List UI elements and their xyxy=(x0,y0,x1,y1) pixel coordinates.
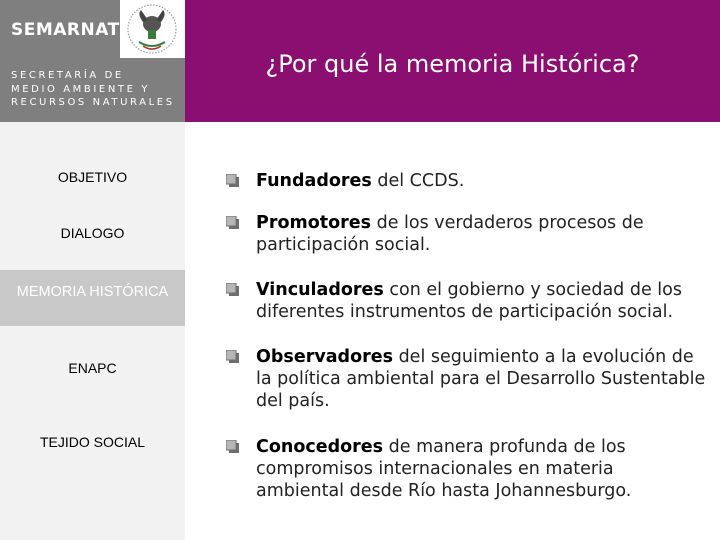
sidebar-item-tejido-social[interactable]: TEJIDO SOCIAL xyxy=(39,434,146,450)
bullet-text xyxy=(256,279,706,323)
cube-bullet-icon xyxy=(226,216,240,230)
bullet-text xyxy=(256,346,706,412)
bullet-text xyxy=(256,212,706,256)
bullet-rest: del seguimiento a la evolución de la política ambiental para el Desarrollo Sustentable del país. xyxy=(256,347,706,411)
logo-panel xyxy=(0,0,185,122)
bullet-rest: del CCDS. xyxy=(371,171,465,191)
brand-logo-text: SEMARNAT xyxy=(11,20,120,40)
bullet-text xyxy=(256,170,706,192)
bullet-rest: con el gobierno y sociedad de los diferentes instrumentos de participación social. xyxy=(256,280,682,322)
bullet-keyword: Conocedores xyxy=(256,437,384,457)
cube-bullet-icon xyxy=(226,440,240,454)
sidebar-item-memoria-historica[interactable]: MEMORIA HISTÓRICA xyxy=(0,270,185,326)
bullet-keyword: Promotores xyxy=(256,213,372,233)
subtitle-line: MEDIO AMBIENTE Y xyxy=(11,83,151,95)
bullet-keyword: Observadores xyxy=(256,347,394,367)
bullet-rest: de manera profunda de los compromisos internacionales en materia ambiental desde Río hasta Johannesburgo. xyxy=(256,437,632,501)
slide-title: ¿Por qué la memoria Histórica? xyxy=(265,50,640,78)
sidebar-item-dialogo[interactable]: DIALOGO xyxy=(60,225,125,241)
sidebar-item-objetivo[interactable]: OBJETIVO xyxy=(57,169,128,185)
subtitle-line: RECURSOS NATURALES xyxy=(11,97,175,108)
bullet-keyword: Fundadores xyxy=(256,171,372,191)
seal-box xyxy=(120,0,185,58)
bullet-rest: de los verdaderos procesos de participación social. xyxy=(256,213,644,255)
cube-bullet-icon xyxy=(226,174,240,188)
mexican-coat-of-arms-icon xyxy=(125,2,179,56)
subtitle-line: SECRETARÍA DE xyxy=(11,70,124,81)
sidebar-item-enapc[interactable]: ENAPC xyxy=(68,360,117,376)
secretaria-subtitle xyxy=(11,69,175,110)
title-bar xyxy=(185,0,720,122)
bullet-text xyxy=(256,436,706,502)
logo-top xyxy=(0,0,120,58)
cube-bullet-icon xyxy=(226,283,240,297)
cube-bullet-icon xyxy=(226,350,240,364)
bullet-keyword: Vinculadores xyxy=(256,280,384,300)
sidebar xyxy=(0,122,185,540)
